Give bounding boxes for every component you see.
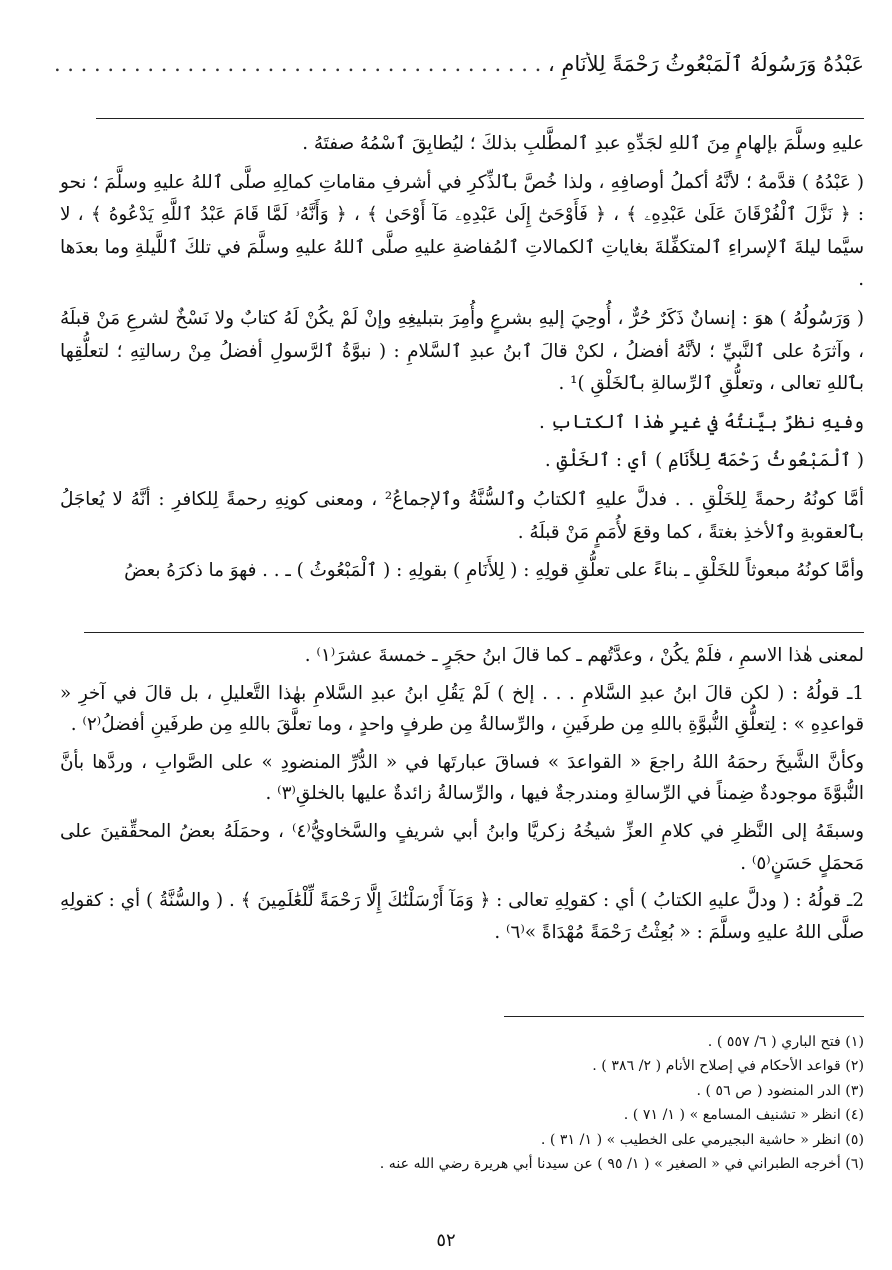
commentary-paragraph: 1ـ قولُهُ : ( لكن قالَ ابنُ عبدِ السَّلامِ . . . إلخ ) لَمْ يَقُلِ ابنُ عبدِ السَّلامِ بهٰذا التَّعليلِ ، بل قالَ في آخرِ « قواعدِهِ » : لِتعلُّقِ النُّبوَّةِ باللهِ مِن طرفَينِ ، والرِّسالةُ مِن طرفٍ واحدٍ ، وما تعلَّقَ باللهِ مِن طرفَينِ أفضلُ⁽٢⁾ . (60, 682, 864, 736)
commentary-paragraph: وكأنَّ الشَّيخَ رحمَهُ اللهُ راجعَ « القواعدَ » فساقَ عبارتَها في « الدُّرِّ المنضودِ » على الصَّوابِ ، وردَّها بأنَّ النُّبوَّةَ موجودةٌ ضِمناً في الرِّسالةِ ومندرجةٌ فيها ، والرِّسالةُ زائدةٌ عليها بالخلقِ⁽٣⁾ . (60, 751, 864, 805)
running-header (40, 52, 864, 92)
main-text (60, 128, 864, 594)
main-paragraph: ( عَبْدُهُ ) قدَّمهُ ؛ لأنَّهُ أكملُ أوصافِهِ ، ولذا خُصَّ بٱلذِّكرِ في أشرفِ مقاماتِ كمالِهِ صلَّى ٱللهُ عليهِ وسلَّمَ ؛ نحو : ﴿ نَزَّلَ ٱلْفُرْقَانَ عَلَىٰ عَبْدِهِۦ ﴾ ، ﴿ فَأَوْحَىٰٓ إِلَىٰ عَبْدِهِۦ مَآ أَوْحَىٰ ﴾ ، ﴿ وَأَنَّهُۥ لَمَّا قَامَ عَبْدُ ٱللَّهِ يَدْعُوهُ ﴾ ، لا سيَّما ليلةَ ٱلإسراءِ ٱلمتكفِّلةَ بغاياتِ ٱلكمالاتِ ٱلمُفاضةِ عليهِ صلَّى ٱللهُ عليهِ وسلَّمَ في تلكَ ٱللَّيلةِ وما بعدَها . (60, 171, 864, 291)
commentary-paragraph: لمعنى هٰذا الاسمِ ، فلَمْ يكُنْ ، وعدَّتُهم ـ كما قالَ ابنُ حجَرٍ ـ خمسةَ عشرَ⁽١⁾ . (304, 645, 864, 666)
main-paragraph: عليهِ وسلَّمَ بإلهامٍ مِنَ ٱللهِ لجَدِّهِ عبدِ ٱلمطَّلبِ بذلكَ ؛ ليُطابِقَ ٱسْمُهُ صفتَهُ . (302, 133, 864, 154)
footnotes (200, 1030, 864, 1176)
header-rule (96, 118, 864, 119)
commentary-paragraph: وسبقَهُ إلى النَّظرِ في كلامِ العزِّ شيخُهُ زكريَّا وابنُ أبي شريفٍ والسَّخاويُّ⁽٤⁾ ، وحمَلَهُ بعضُ المحقِّقينَ على مَحمَلٍ حَسَنٍ⁽٥⁾ . (60, 820, 864, 874)
footnote: (٥) انظر « حاشية البجيرمي على الخطيب » ( ١/ ٣١ ) . (540, 1131, 864, 1148)
main-paragraph: وفيهِ نظرٌ بيَّنتُهُ في غيرِ هٰذا ٱلكتابِ . (539, 411, 864, 433)
main-paragraph: ( وَرَسُولُهُ ) هوَ : إنسانٌ ذَكَرٌ حُرٌّ ، أُوحِيَ إليهِ بشرعٍ وأُمِرَ بتبليغِهِ وإنْ لَمْ يكُنْ لَهُ كتابٌ ولا نَسْخٌ لشرعِ مَنْ قبلَهُ ، وآثرَهُ على ٱلنَّبيِّ ؛ لأنَّهُ أفضلُ ، لكنْ قالَ ٱبنُ عبدِ ٱلسَّلامِ : ( نبوَّةُ ٱلرَّسولِ أفضلُ مِنْ رسالتِهِ ؛ لتعلُّقِها بٱللهِ تعالى ، وتعلُّقِ ٱلرِّسالةِ بٱلخَلْقِ )¹ . (60, 307, 864, 395)
footnote: (٦) أخرجه الطبراني في « الصغير » ( ١/ ٩٥ ) عن سيدنا أبي هريرة رضي الله عنه . (379, 1156, 864, 1173)
header-dots: . . . . . . . . . . . . . . . . . . . . . . . . . . . . . . . . . . . . . (53, 52, 542, 76)
page-number: ٥٢ (436, 1230, 456, 1251)
main-paragraph: ( ٱلْمَبْعُوثُ رَحْمَةً لِلأَنَامِ ) أي : ٱلخَلْقِ . (544, 450, 864, 472)
commentary-rule (84, 632, 864, 633)
footnote: (٤) انظر « تشنيف المسامع » ( ١/ ٧١ ) . (623, 1107, 864, 1124)
commentary-paragraph: 2ـ قولُهُ : ( ودلَّ عليهِ الكتابُ ) أي : كقولِهِ تعالى : ﴿ وَمَآ أَرْسَلْنَٰكَ إِلَّا رَحْمَةً لِّلْعَٰلَمِينَ ﴾ . ( والسُّنَّةُ ) أي : كقولِهِ صلَّى اللهُ عليهِ وسلَّمَ : « بُعِثْتُ رَحْمَةً مُهْدَاةً »⁽٦⁾ . (60, 890, 864, 943)
main-paragraph: وأمَّا كونُهُ مبعوثاً للخَلْقِ ـ بناءً على تعلُّقِ قولِهِ : ( لِلأَنَامِ ) بقولِهِ : ( ٱلْمَبْعُوثُ ) ـ . . فهوَ ما ذكرَهُ بعضُ (124, 560, 864, 582)
header-title: عَبْدُهُ وَرَسُولُهُ ٱلْمَبْعُوثُ رَحْمَةً لِلأَنَامِ ، (547, 52, 864, 76)
commentary-text (60, 640, 864, 954)
footnote: (٣) الدر المنضود ( ص ٥٦ ) . (696, 1082, 864, 1099)
main-paragraph: أمَّا كونُهُ رحمةً لِلخَلْقِ . . فدلَّ عليهِ ٱلكتابُ وٱلسُّنَّةُ وٱلإجماعُ² ، ومعنى كونِهِ رحمةً لِلكافرِ : أنَّهُ لا يُعاجَلُ بٱلعقوبةِ وٱلأخذِ بغتةً ، كما وقعَ لأُمَمٍ مَنْ قبلَهُ . (60, 488, 864, 543)
footnote: (١) فتح الباري ( ٦/ ٥٥٧ ) . (707, 1034, 864, 1050)
footnote: (٢) قواعد الأحكام في إصلاح الأنام ( ٢/ ٣٨٦ ) . (592, 1058, 864, 1075)
footnotes-rule (504, 1016, 864, 1017)
